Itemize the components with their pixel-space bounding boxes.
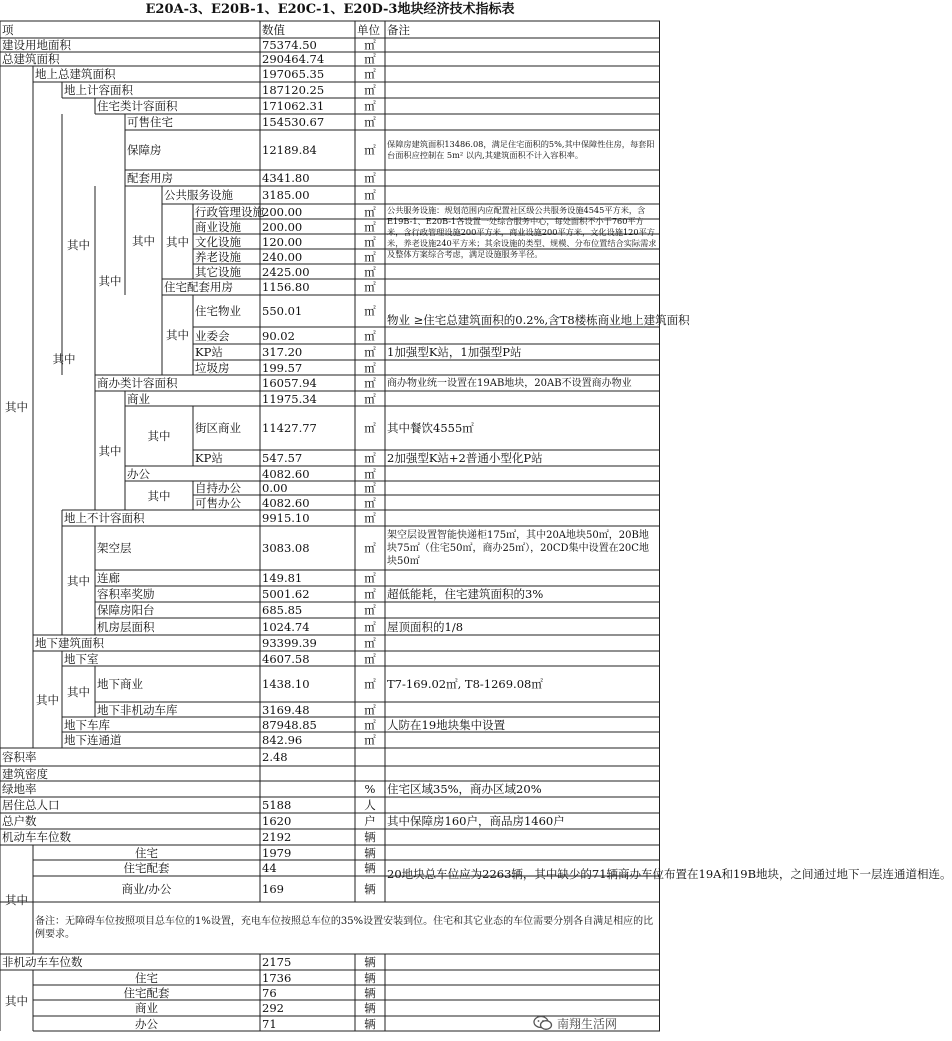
row-label-public_svc: 公共服务设施 <box>164 188 233 202</box>
row-value-bike_biz: 292 <box>262 1001 284 1015</box>
row-label-biz: 商业 <box>127 391 150 406</box>
row-label-above_total: 地上总建筑面积 <box>35 67 116 81</box>
row-unit-stilt: ㎡ <box>364 541 376 555</box>
row-unit-gfa_total: ㎡ <box>364 52 376 66</box>
row-unit-households: 户 <box>364 814 376 828</box>
row-value-res_far: 171062.31 <box>262 99 325 113</box>
note-under_biz: T7-169.02㎡, T8-1269.08㎡ <box>387 677 543 691</box>
note-machine: 屋顶面积的1/8 <box>387 619 464 634</box>
note-households: 其中保障房160户，商品房1460户 <box>387 814 565 828</box>
row-label-car_res: 住宅 <box>135 845 158 860</box>
row-label-gfa_total: 总建筑面积 <box>2 52 60 66</box>
row-unit-density <box>357 766 383 781</box>
qizhong-far: 其中 <box>52 351 76 366</box>
row-value-biz_far: 16057.94 <box>262 376 317 390</box>
note-green: 住宅区域35%，商办区域20% <box>387 782 542 796</box>
row-label-res_far: 住宅类计容面积 <box>97 99 178 113</box>
note-stilt: 架空层设置智能快递柜175㎡，其中20A地块50㎡，20B地块75㎡（住宅50㎡，商办25㎡），20CD集中设置在20C地块50㎡ <box>387 529 649 567</box>
row-label-corridor: 连廊 <box>97 571 120 585</box>
note-affordable: 保障房建筑面积13486.08，满足住宅面积的5%,其中保障性住房，每套阳台面积应控制在 5m² 以内,其建筑面积不计入容积率。 <box>387 139 655 160</box>
qizhong-basement: 其中 <box>67 684 90 699</box>
row-value-sale_office: 4082.60 <box>262 495 310 510</box>
car-remark: 备注：无障碍车位按照项目总车位的1%设置，充电车位按照总车位的35%设置安装到位。住宅和其它业态的车位需要分别各自满足相应的比例要求。 <box>35 916 654 940</box>
row-unit-car_res_sup: 辆 <box>364 861 376 875</box>
row-label-biz_kp: KP站 <box>195 451 223 465</box>
row-value-car_res: 1979 <box>262 845 292 860</box>
row-unit-car_total: 辆 <box>364 830 376 844</box>
row-unit-res_far: ㎡ <box>364 99 376 113</box>
row-unit-basement: ㎡ <box>364 651 376 666</box>
row-label-basement: 地下室 <box>64 651 99 666</box>
row-label-green: 绿地率 <box>2 782 37 796</box>
watermark <box>533 1011 657 1035</box>
row-value-car_res_sup: 44 <box>262 861 277 875</box>
row-label-car_res_sup: 住宅配套 <box>123 861 170 875</box>
note-kp: 1加强型K站，1加强型P站 <box>387 345 522 359</box>
row-value-public_svc: 3185.00 <box>262 188 310 202</box>
qizhong-public: 其中 <box>132 233 155 248</box>
row-unit-bike_res_sup: 辆 <box>364 985 376 1000</box>
note-biz_far: 商办物业统一设置在19AB地块，20AB不设置商办物业 <box>387 377 632 389</box>
row-value-garbage: 199.57 <box>262 360 303 375</box>
row-unit-biz: ㎡ <box>364 391 376 406</box>
row-label-bike_res: 住宅 <box>135 970 158 985</box>
row-unit-car_res: 辆 <box>364 845 376 860</box>
row-unit-biz_kp: ㎡ <box>364 451 376 465</box>
row-value-bike_total: 2175 <box>262 955 292 969</box>
header-value: 数值 <box>262 23 285 37</box>
row-value-above_total: 197065.35 <box>262 67 325 81</box>
row-label-under_nonmotor: 地下非机动车库 <box>97 702 178 717</box>
row-unit-above_total: ㎡ <box>364 67 376 81</box>
row-unit-saleable: ㎡ <box>364 115 376 129</box>
row-unit-property: ㎡ <box>364 304 376 318</box>
qizhong-facility: 其中 <box>166 234 189 249</box>
row-value-biz: 11975.34 <box>262 391 317 406</box>
row-label-property: 住宅物业 <box>195 304 241 318</box>
row-unit-support: ㎡ <box>364 171 376 185</box>
qizhong-nonfar: 其中 <box>67 573 90 588</box>
watermark-text: 南翔生活网 <box>557 1016 618 1031</box>
row-label-machine: 机房层面积 <box>97 619 155 634</box>
row-label-bike_res_sup: 住宅配套 <box>123 985 170 1000</box>
row-value-commercial_fac: 200.00 <box>262 219 303 234</box>
row-unit-garbage: ㎡ <box>364 360 376 375</box>
row-label-affordable: 保障房 <box>127 143 162 157</box>
qizhong-support: 其中 <box>98 273 122 288</box>
row-value-far_area: 187120.25 <box>262 83 325 97</box>
row-label-culture: 文化设施 <box>195 234 241 249</box>
note-car_res: 20地块总车位应为2263辆，其中缺少的71辆商办车位布置在19A和19B地块，之间通过地下一层连通道相连。 <box>387 866 952 881</box>
row-value-own_office: 0.00 <box>262 481 288 495</box>
row-unit-green: % <box>364 782 376 796</box>
qizhong-bike: 其中 <box>5 993 28 1008</box>
row-unit-far_ratio <box>357 748 383 766</box>
row-unit-bike_biz: 辆 <box>364 1001 376 1015</box>
row-unit-elderly: ㎡ <box>364 249 376 264</box>
row-value-green <box>262 781 353 797</box>
row-label-population: 居住总人口 <box>2 798 60 812</box>
row-value-saleable: 154530.67 <box>262 115 325 129</box>
row-value-under_nonmotor: 3169.48 <box>262 702 310 717</box>
row-label-sale_office: 可售办公 <box>195 495 241 510</box>
row-unit-non_far: ㎡ <box>364 511 376 525</box>
row-unit-office: ㎡ <box>364 466 376 481</box>
header-note: 备注 <box>387 23 410 37</box>
row-unit-public_svc: ㎡ <box>364 188 376 202</box>
note-property: 物业 ≥住宅总建筑面积的0.2%,含T8楼栋商业地上建筑面积 <box>387 312 690 327</box>
row-value-corridor: 149.81 <box>262 571 303 585</box>
row-value-biz_kp: 547.57 <box>262 451 303 465</box>
row-label-elderly: 养老设施 <box>195 249 241 264</box>
row-label-committee: 业委会 <box>195 328 230 343</box>
row-value-gfa_total: 290464.74 <box>262 52 325 66</box>
row-unit-under_link: ㎡ <box>364 733 376 747</box>
row-unit-bike_office: 辆 <box>364 1016 376 1031</box>
row-label-car_total: 机动车车位数 <box>2 830 71 844</box>
qizhong-street: 其中 <box>147 429 171 443</box>
row-unit-corridor: ㎡ <box>364 571 376 585</box>
row-unit-res_support: ㎡ <box>364 280 376 294</box>
row-value-non_far: 9915.10 <box>262 511 310 525</box>
row-unit-under_biz: ㎡ <box>364 677 376 691</box>
row-value-culture: 120.00 <box>262 234 303 249</box>
row-label-stilt: 架空层 <box>97 541 132 555</box>
row-value-other_fac: 2425.00 <box>262 264 310 279</box>
row-unit-affordable: ㎡ <box>364 143 376 157</box>
row-value-support: 4341.80 <box>262 171 310 185</box>
row-label-commercial_fac: 商业设施 <box>195 219 241 234</box>
row-value-committee: 90.02 <box>262 328 295 343</box>
row-label-office: 办公 <box>127 466 150 481</box>
row-value-kp: 317.20 <box>262 345 303 359</box>
row-value-car_biz: 169 <box>262 882 284 896</box>
row-unit-machine: ㎡ <box>364 619 376 634</box>
row-unit-commercial_fac: ㎡ <box>364 219 376 234</box>
row-value-under_garage: 87948.85 <box>262 717 317 732</box>
row-unit-sale_office: ㎡ <box>364 495 376 510</box>
row-unit-site_area: ㎡ <box>364 38 376 52</box>
row-value-street_biz: 11427.77 <box>262 421 317 435</box>
qizhong-above-under: 其中 <box>5 400 28 414</box>
row-unit-bike_res: 辆 <box>364 970 376 985</box>
row-label-biz_far: 商办类计容面积 <box>97 376 178 390</box>
row-unit-under_garage: ㎡ <box>364 717 376 732</box>
row-label-bike_office: 办公 <box>135 1016 158 1031</box>
row-label-density: 建筑密度 <box>2 766 48 781</box>
row-unit-car_biz: 辆 <box>364 882 376 896</box>
row-value-office: 4082.60 <box>262 466 310 481</box>
row-label-saleable: 可售住宅 <box>127 115 173 129</box>
row-value-elderly: 240.00 <box>262 249 303 264</box>
row-label-households: 总户数 <box>2 814 37 828</box>
row-unit-aff_balcony: ㎡ <box>364 603 376 617</box>
row-unit-far_bonus: ㎡ <box>364 587 376 601</box>
row-unit-bike_total: 辆 <box>364 955 376 969</box>
row-unit-street_biz: ㎡ <box>364 421 376 435</box>
header-unit: 单位 <box>357 23 380 37</box>
row-value-affordable: 12189.84 <box>262 143 317 157</box>
row-value-aff_balcony: 685.85 <box>262 603 303 617</box>
note-far_bonus: 超低能耗，住宅建筑面积的3% <box>387 587 544 601</box>
row-label-support: 配套用房 <box>127 171 173 185</box>
note-street_biz: 其中餐饮4555㎡ <box>387 421 474 435</box>
row-value-under_total: 93399.39 <box>262 636 317 650</box>
note-public_svc: 公共服务设施：规划范围内应配置社区级公共服务设施4545平方米，含E19B-1、E20B-1各设置一处综合服务中心，每处面积不小于760平方米，含行政管理设施200平方米，商业设施200平方米，文化设施120平方米，养老设施240平方米；其余设施的类型、规模、分布位置结合实际需求及整体方案综合考虑，满足设施服务半径。 <box>387 205 657 259</box>
row-unit-own_office: ㎡ <box>364 481 376 495</box>
row-unit-other_fac: ㎡ <box>364 264 376 279</box>
row-value-households: 1620 <box>262 814 292 828</box>
row-label-own_office: 自持办公 <box>195 481 241 495</box>
row-value-basement: 4607.58 <box>262 651 310 666</box>
table-title: E20A-3、E20B-1、E20C-1、E20D-3地块经济技术指标表 <box>145 2 515 17</box>
row-value-property: 550.01 <box>262 304 303 318</box>
row-value-res_support: 1156.80 <box>262 280 310 294</box>
row-unit-under_nonmotor: ㎡ <box>364 702 376 717</box>
row-label-under_biz: 地下商业 <box>97 677 143 691</box>
row-unit-culture: ㎡ <box>364 234 376 249</box>
row-label-site_area: 建设用地面积 <box>2 38 71 52</box>
row-label-bike_biz: 商业 <box>135 1001 158 1015</box>
row-label-street_biz: 街区商业 <box>195 421 241 435</box>
row-value-bike_res_sup: 76 <box>262 985 277 1000</box>
row-value-admin: 200.00 <box>262 204 303 219</box>
row-value-density <box>262 766 353 781</box>
row-value-under_biz: 1438.10 <box>262 677 310 691</box>
row-label-under_total: 地下建筑面积 <box>35 636 104 650</box>
note-biz_kp: 2加强型K站+2普通小型化P站 <box>387 451 543 465</box>
row-label-res_support: 住宅配套用房 <box>164 280 233 294</box>
wechat-icon <box>533 1015 553 1031</box>
row-unit-population: 人 <box>364 798 376 812</box>
row-label-under_link: 地下连通道 <box>64 733 122 747</box>
row-label-other_fac: 其它设施 <box>195 264 241 279</box>
row-label-aff_balcony: 保障房阳台 <box>97 603 155 617</box>
qizhong-under: 其中 <box>36 692 59 707</box>
row-unit-far_area: ㎡ <box>364 83 376 97</box>
row-value-stilt: 3083.08 <box>262 541 310 555</box>
row-label-under_garage: 地下车库 <box>64 717 110 732</box>
qizhong-office: 其中 <box>147 488 171 503</box>
row-unit-kp: ㎡ <box>364 345 376 359</box>
row-unit-committee: ㎡ <box>364 328 376 343</box>
row-unit-admin: ㎡ <box>364 204 376 219</box>
row-value-site_area: 75374.50 <box>262 38 317 52</box>
row-label-car_biz: 商业/办公 <box>121 882 172 896</box>
row-value-under_link: 842.96 <box>262 733 303 747</box>
row-value-bike_office: 71 <box>262 1016 277 1031</box>
row-value-population: 5188 <box>262 798 292 812</box>
row-label-kp: KP站 <box>195 345 223 359</box>
qizhong-res-support: 其中 <box>166 328 189 342</box>
row-label-far_area: 地上计容面积 <box>64 83 133 97</box>
row-label-bike_total: 非机动车车位数 <box>2 955 83 969</box>
row-value-machine: 1024.74 <box>262 619 310 634</box>
row-label-far_bonus: 容积率奖励 <box>97 587 155 601</box>
qizhong-biz: 其中 <box>98 443 122 458</box>
row-label-far_ratio: 容积率 <box>2 750 37 764</box>
note-under_garage: 人防在19地块集中设置 <box>387 717 506 732</box>
row-unit-biz_far: ㎡ <box>364 376 376 390</box>
row-value-far_bonus: 5001.62 <box>262 587 310 601</box>
row-value-far_ratio: 2.48 <box>262 750 288 764</box>
header-item: 项 <box>2 23 14 37</box>
qizhong-res: 其中 <box>67 237 90 252</box>
row-label-admin: 行政管理设施 <box>195 204 264 219</box>
qizhong-car: 其中 <box>5 892 28 907</box>
row-value-car_total: 2192 <box>262 830 292 844</box>
row-label-garbage: 垃圾房 <box>195 360 230 375</box>
row-value-bike_res: 1736 <box>262 970 292 985</box>
row-unit-under_total: ㎡ <box>364 636 376 650</box>
row-label-non_far: 地上不计容面积 <box>64 511 145 525</box>
